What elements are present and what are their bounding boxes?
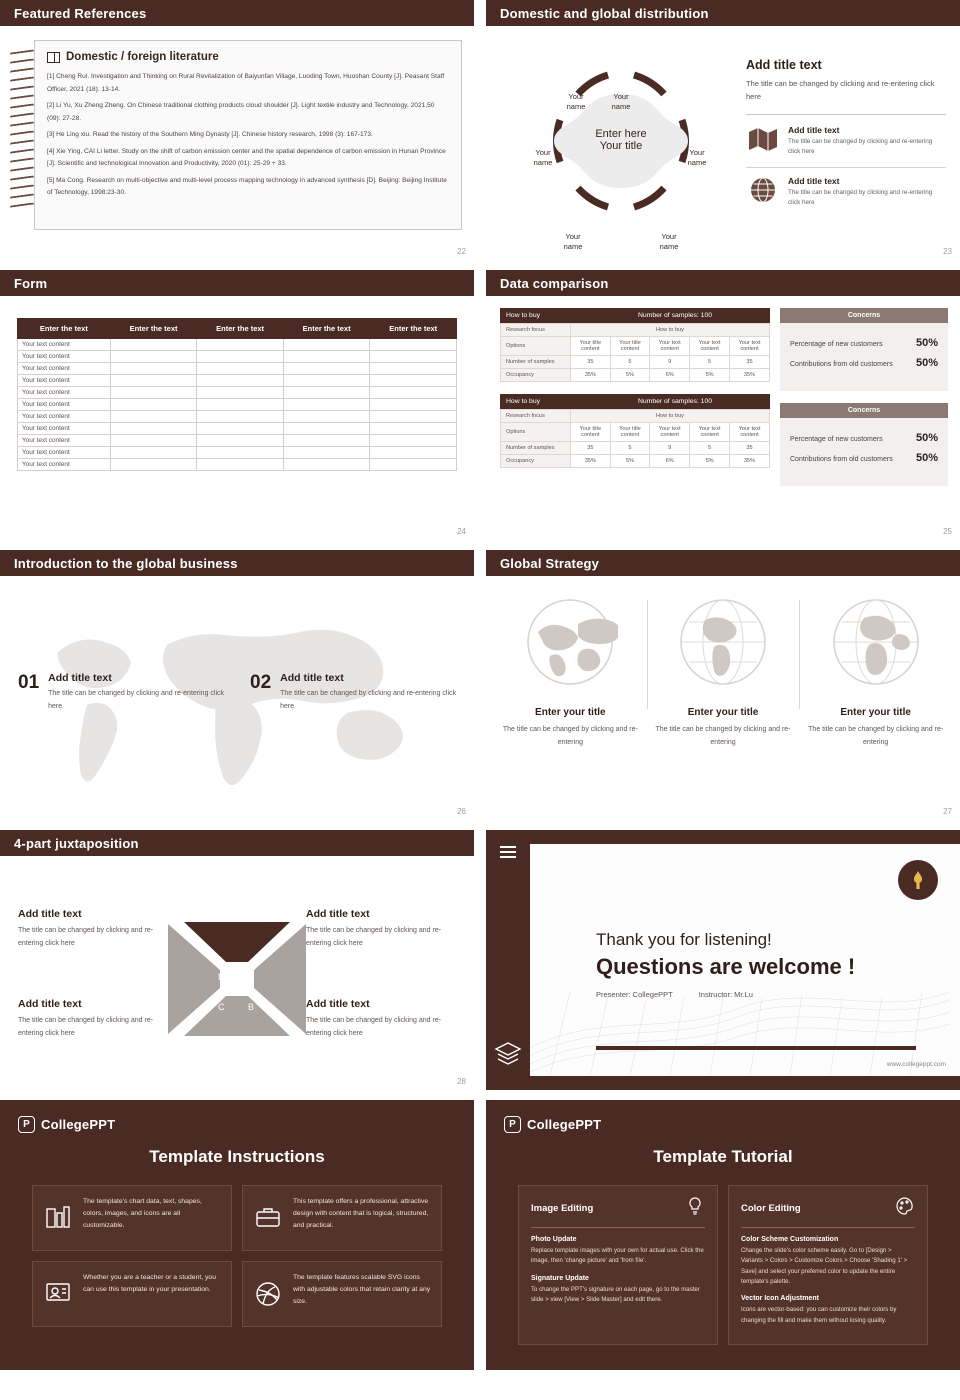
concerns-box [780,418,948,486]
metric-row [790,357,938,369]
chart-icon [43,1196,73,1240]
page-title: Featured References [14,5,147,21]
center-title-line1: Enter here [595,128,647,140]
item-body: The title can be changed by clicking and re-entering click here [18,927,154,947]
cell-first-column[interactable]: Your text content [18,351,111,363]
slide-global-business [0,550,474,820]
sub-header-right: How to buy [571,324,770,337]
reference-item: [5] Ma Cong. Research on multi-objective and multi-level process mapping technology in advanced synthesis [D]. Beijing: Beijing Institute of Technology, 1998:23-30. [47,176,447,197]
page-number: 28 [457,1077,466,1086]
column-header: Your text content [690,337,730,356]
cell-first-column[interactable]: Your text content [18,411,111,423]
cell[interactable] [283,447,370,459]
tutorial-card [728,1185,928,1345]
cell[interactable] [370,447,457,459]
table-row [18,447,457,459]
page-number: 25 [943,527,952,536]
cell[interactable] [283,387,370,399]
section-body: To change the PPT's signature on each page, go to the master slide > view [View > Slide Master] and edit there. [531,1285,700,1304]
slide-template-tutorial [486,1100,960,1370]
brand-logo [504,1116,942,1133]
cell[interactable] [283,459,370,471]
cell: 6% [650,455,690,468]
table-header-row [18,319,457,339]
cell[interactable] [283,375,370,387]
cell[interactable] [283,351,370,363]
column-header: Enter the text [110,319,197,339]
cell: 35% [730,455,770,468]
cell-first-column[interactable]: Your text content [18,447,111,459]
brand-logo [18,1116,456,1133]
item-title: Add title text [18,998,82,1010]
cell: 35% [571,455,611,468]
cell-first-column[interactable]: Your text content [18,363,111,375]
petal-label: name [611,102,631,112]
cell: 6% [650,369,690,382]
cell[interactable] [370,375,457,387]
cell[interactable] [110,399,197,411]
x-letter-b: B [248,1002,255,1012]
quadrant-item [18,908,168,951]
briefcase-icon [253,1196,283,1240]
table-banner [500,308,770,323]
page-number: 22 [457,247,466,256]
strategy-item [494,594,647,749]
cell[interactable] [370,363,457,375]
page-title: Introduction to the global business [14,555,238,571]
petal-label: Your [689,148,705,157]
section-title: Photo Update [531,1236,577,1243]
column-header: Your title content [610,423,650,442]
cell[interactable] [197,459,284,471]
cell[interactable] [197,447,284,459]
list-item [746,176,946,208]
divider [746,114,946,115]
cell: 35 [730,442,770,455]
x-letter-c: C [218,1002,225,1012]
table-row [18,339,457,351]
divider [746,167,946,168]
cell-first-column[interactable]: Your text content [18,375,111,387]
spiral-binding-icon [8,40,34,230]
cell[interactable] [110,459,197,471]
globe-map-icon [502,594,639,695]
cell[interactable] [370,351,457,363]
item-body: The title can be changed by clicking and re-entering click here [48,690,225,710]
row-label: Number of samples [501,442,571,455]
slide-title-bar [0,830,474,856]
table-row [501,369,770,382]
petal-label: Your [613,92,629,101]
row-label: Occupancy [501,369,571,382]
cell[interactable] [370,459,457,471]
petal-label: name [659,242,679,252]
cell: 5 [690,442,730,455]
brand-name: CollegePPT [527,1117,602,1132]
card-text: The template's chart data, text, shapes, colors, images, and icons are all customizable. [83,1198,202,1229]
page-title: Template Instructions [149,1147,325,1166]
table-row [18,435,457,447]
right-title: Add title text [746,58,822,72]
cell-first-column[interactable]: Your text content [18,435,111,447]
table-row [18,363,457,375]
x-diagram [162,914,312,1049]
globe-americas-icon [655,594,792,695]
instructor-label: Instructor: Mr.Lu [698,990,753,999]
tutorial-card [518,1185,718,1345]
tutorial-section [741,1295,915,1326]
cell[interactable] [197,387,284,399]
lightbulb-icon [685,1196,705,1221]
table-row [501,410,770,423]
globe-africa-icon [807,594,944,695]
cell[interactable] [110,423,197,435]
info-card [32,1185,232,1251]
cell-first-column[interactable]: Your text content [18,459,111,471]
page-number: 27 [943,807,952,816]
section-body: Replace template images with your own for actual use. Click the image, then 'change picture' and 'from file'. [531,1247,704,1265]
reference-card-title: Domestic / foreign literature [47,51,449,63]
palette-icon [895,1196,915,1221]
banner-left: How to buy [506,312,541,319]
cell-first-column[interactable]: Your text content [18,423,111,435]
item-number: 02 [250,672,272,693]
cell: 5 [610,356,650,369]
cell: 5% [610,455,650,468]
sub-header-left: Research focus [501,324,571,337]
item-title: Add title text [306,998,370,1010]
cell-first-column[interactable]: Your text content [18,387,111,399]
column-header: Your text content [730,423,770,442]
metric-row [790,337,938,349]
quadrant-item [306,998,456,1041]
page-title: Data comparison [500,275,609,291]
item-body: The title can be changed by clicking and re-entering [655,726,791,746]
torch-badge-icon [898,860,938,900]
table-row [18,351,457,363]
page-title: Form [14,275,48,291]
petal-label: name [563,242,583,252]
brand-name: CollegePPT [41,1117,116,1132]
concerns-header: Concerns [780,308,948,323]
item-body: The title can be changed by clicking and re-entering [502,726,638,746]
info-card [242,1261,442,1327]
business-item [250,672,456,714]
slide-four-part-juxtaposition [0,830,474,1090]
item-body: The title can be changed by clicking and re-entering [808,726,944,746]
cell[interactable] [110,339,197,351]
page-number: 23 [943,247,952,256]
cell[interactable] [283,435,370,447]
petal-label: Your [535,148,551,157]
section-body: Icons are vector-based: you can customize their colors by changing the fill and make them without losing quality. [741,1306,897,1324]
dribbble-icon [253,1272,283,1316]
table-banner [500,394,770,409]
concerns-box [780,323,948,391]
cell[interactable] [197,375,284,387]
cell: 9 [650,356,690,369]
cell[interactable] [197,411,284,423]
cell[interactable] [197,363,284,375]
tutorial-section [531,1275,705,1306]
page-title: Global Strategy [500,555,600,571]
cell[interactable] [110,387,197,399]
petal-label: name [566,102,586,112]
cell[interactable] [370,399,457,411]
section-body: Change the slide's color scheme easily. Go to [Design > Variants > Colors > Customize Colors > Choose 'Shading 1' > Save] and select your preferred color to update the entire template's palette. [741,1247,908,1286]
item-body: The title can be changed by clicking and re-entering click here [280,690,457,710]
item-title: Add title text [306,908,370,920]
strategy-item [799,594,952,749]
page-title: Template Tutorial [653,1147,793,1166]
table-row [501,337,770,356]
petal-label: Your [568,92,584,101]
cell: 5 [610,442,650,455]
slide-title-bar [0,550,474,576]
column-header: Enter the text [18,319,111,339]
cell: 9 [650,442,690,455]
cell: 35% [571,369,611,382]
logo-mark-icon: P [18,1116,35,1133]
layers-icon [494,1041,522,1072]
column-header: Enter the text [283,319,370,339]
metric-row [790,432,938,444]
globe-icon [746,176,780,204]
cell[interactable] [370,339,457,351]
cell[interactable] [110,363,197,375]
thank-you-card [530,844,960,1076]
page-number: 24 [457,527,466,536]
table-row [18,375,457,387]
cell: 35 [730,356,770,369]
table-row [18,387,457,399]
section-title: Signature Update [531,1274,589,1282]
metric-value: 50% [915,357,938,369]
info-card [32,1261,232,1327]
card-text: Whether you are a teacher or a student, you can use this template in your presentation. [83,1274,216,1293]
column-header: Your text content [650,337,690,356]
card-text: This template offers a professional, attractive design with content that is logical, structured, and practical. [293,1198,429,1229]
slide-template-instructions [0,1100,474,1370]
item-number: 01 [18,672,40,693]
table-row [18,411,457,423]
column-header: Options [501,337,571,356]
section-title: Color Scheme Customization [741,1236,839,1243]
table-row [501,455,770,468]
list-item [746,125,946,157]
presenter-label: Presenter: CollegePPT [596,990,673,999]
slide-domestic-global-distribution [486,0,960,260]
sub-header-right: How to buy [571,410,770,423]
sidebar-strip [486,830,530,1090]
row-label: Occupancy [501,455,571,468]
cell[interactable] [370,411,457,423]
reference-item: [1] Cheng Rui. Investigation and Thinking on Rural Revitalization of Baiyunfan Village, Luoding Town, Huoshan County [J]. Peasant Staff Officer, 2021 (18): 13-14. [47,73,445,93]
questions-line: Questions are welcome ! [596,954,856,979]
reference-item: [3] He Ling xiu. Read the history of the Southern Ming Dynasty [J]. Chinese history research, 1998 (3): 167-173. [47,131,373,139]
data-table [500,323,770,382]
presenter-icon [43,1272,73,1316]
item-title: Add title text [48,672,112,684]
slide-data-comparison [486,270,960,540]
cell: 35% [730,369,770,382]
petal-label: Your [661,232,677,241]
list-item-title: Add title text [788,124,840,135]
petal-label: name [687,158,707,168]
cell[interactable] [370,387,457,399]
card-heading: Image Editing [531,1203,594,1214]
column-header: Options [501,423,571,442]
thanks-line: Thank you for listening! [596,930,772,949]
page-title: Domestic and global distribution [500,5,709,21]
column-header: Enter the text [370,319,457,339]
slide-title-bar [0,0,474,26]
cell: 35 [571,356,611,369]
strategy-item [647,594,800,749]
slide-form [0,270,474,540]
hamburger-icon[interactable] [500,846,516,861]
metric-label: Percentage of new customers [790,341,883,348]
metric-row [790,452,938,464]
metric-value: 50% [915,452,938,464]
cell-first-column[interactable]: Your text content [18,339,111,351]
accent-underline [596,1046,916,1050]
item-title: Enter your title [840,707,911,718]
cell[interactable] [283,423,370,435]
slide-thank-you [486,830,960,1090]
cell-first-column[interactable]: Your text content [18,399,111,411]
quadrant-item [18,998,168,1041]
cell[interactable] [197,423,284,435]
column-header: Your title content [610,337,650,356]
site-url: www.collegeppt.com [886,1061,946,1068]
sub-header-left: Research focus [501,410,571,423]
cell[interactable] [283,411,370,423]
column-header: Your text content [650,423,690,442]
table-row [501,324,770,337]
list-item-title: Add title text [788,175,840,186]
banner-right: Number of samples: 100 [637,398,713,405]
banner-left: How to buy [506,398,541,405]
cell[interactable] [110,351,197,363]
cell[interactable] [197,435,284,447]
table-row [18,459,457,471]
row-label: Number of samples [501,356,571,369]
cell[interactable] [197,399,284,411]
table-row [501,356,770,369]
slide-featured-references [0,0,474,260]
x-letter-d: D [218,972,225,982]
slide-title-bar [0,270,474,296]
column-header: Your text content [690,423,730,442]
metric-label: Contributions from old customers [790,456,893,463]
table-row [18,423,457,435]
cell[interactable] [110,375,197,387]
cell: 35 [571,442,611,455]
column-header: Enter the text [197,319,284,339]
item-body: The title can be changed by clicking and re-entering click here [306,1017,442,1037]
slide-global-strategy [486,550,960,820]
slide-title-bar [486,550,960,576]
cell: 5 [690,356,730,369]
data-table [500,409,770,468]
tutorial-section [741,1236,915,1287]
table-row [501,442,770,455]
metric-value: 50% [915,432,938,444]
column-header: Your title content [571,337,611,356]
cell[interactable] [370,435,457,447]
column-header: Your title content [571,423,611,442]
item-title: Add title text [18,908,82,920]
cell: 5% [610,369,650,382]
cell[interactable] [110,447,197,459]
cell[interactable] [110,411,197,423]
book-icon [47,52,60,63]
logo-mark-icon: P [504,1116,521,1133]
business-item [18,672,224,714]
item-body: The title can be changed by clicking and re-entering click here [306,927,442,947]
table-row [501,423,770,442]
table-row [18,399,457,411]
donut-diagram [496,36,746,252]
center-title-line2: Your title [599,140,643,152]
right-body: The title can be changed by clicking and re-entering click here [746,79,935,101]
quadrant-item [306,908,456,951]
banner-right: Number of samples: 100 [637,312,713,319]
page-title: 4-part juxtaposition [14,835,139,851]
tutorial-section [531,1236,705,1267]
item-title: Enter your title [687,707,759,718]
cell[interactable] [110,435,197,447]
list-item-body: The title can be changed by clicking and re-entering click here [788,188,933,206]
petal-label: name [533,158,553,168]
reference-item: [2] Li Yu, Xu Zheng Zheng. On Chinese traditional clothing products cloud shoulder [J]. Light textile industry and Technology, 2021,50 (09): 27-28. [47,102,435,122]
form-table [17,318,457,471]
reference-card [34,40,462,230]
cell: 5% [690,455,730,468]
metric-value: 50% [915,337,938,349]
x-letter-a: A [248,972,255,982]
card-heading: Color Editing [741,1203,801,1214]
cell[interactable] [370,423,457,435]
metric-label: Percentage of new customers [790,436,883,443]
cell[interactable] [283,399,370,411]
petal-label: Your [565,232,581,241]
section-title: Vector Icon Adjustment [741,1295,819,1303]
cell[interactable] [283,363,370,375]
cell[interactable] [283,339,370,351]
cell[interactable] [197,339,284,351]
card-text: The template features scalable SVG icons with adjustable colors that retain clarity at any size. [293,1274,431,1305]
metric-label: Contributions from old customers [790,361,893,368]
map-icon [746,125,780,153]
cell: 5% [690,369,730,382]
list-item-body: The title can be changed by clicking and re-entering click here [788,137,933,155]
slide-title-bar [486,0,960,26]
reference-item: [4] Xie Ying, CAI Li letter. Study on the shift of carbon emission center and the spatial dependence of carbon emission in Hunan Province [J]. Scientific and technological Innovation and Productivity, 2020 (01): 25-29 + 33. [47,147,446,168]
info-card [242,1185,442,1251]
column-header: Your text content [730,337,770,356]
page-number: 26 [457,807,466,816]
item-title: Enter your title [535,707,606,718]
slide-title-bar [486,270,960,296]
item-body: The title can be changed by clicking and re-entering click here [18,1017,154,1037]
cell[interactable] [197,351,284,363]
concerns-header: Concerns [780,403,948,418]
item-title: Add title text [280,672,344,684]
